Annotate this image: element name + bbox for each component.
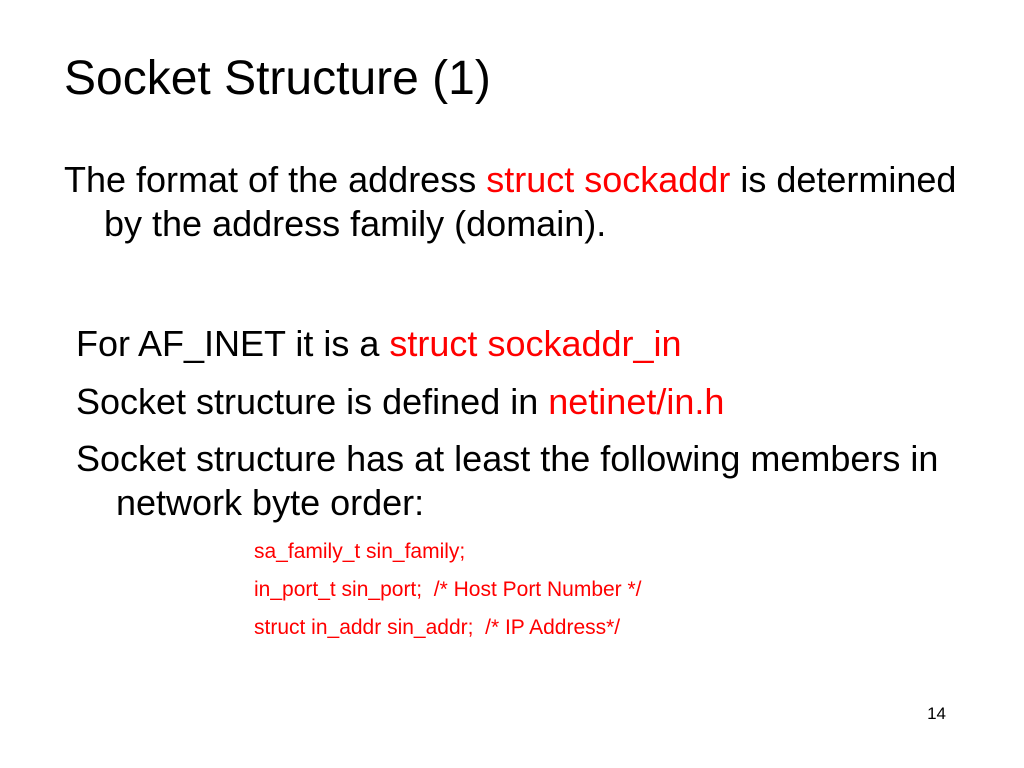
intro-text-before: The format of the address	[64, 159, 487, 200]
intro-paragraph	[64, 158, 1004, 246]
intro-text-after: is determined by the address family (domain).	[104, 159, 957, 244]
bullet-text: Socket structure is defined in	[76, 381, 549, 422]
bullet-text: For AF_INET it is a	[76, 323, 390, 364]
bullet-header-file	[76, 380, 996, 424]
code-line-sin-addr: struct in_addr sin_addr; /* IP Address*/	[254, 616, 621, 639]
intro-highlight: struct sockaddr	[486, 159, 731, 200]
code-line-sin-port: in_port_t sin_port; /* Host Port Number */	[254, 578, 642, 601]
bullet-highlight: struct sockaddr_in	[389, 323, 682, 364]
bullet-members	[76, 437, 996, 525]
page-number: 14	[927, 704, 946, 723]
bullet-text: Socket structure has at least the following members in network byte order:	[76, 438, 939, 523]
bullet-af-inet	[76, 322, 996, 366]
bullet-highlight: netinet/in.h	[548, 381, 725, 422]
slide-title: Socket Structure (1)	[64, 52, 491, 105]
code-line-sin-family: sa_family_t sin_family;	[254, 540, 466, 563]
